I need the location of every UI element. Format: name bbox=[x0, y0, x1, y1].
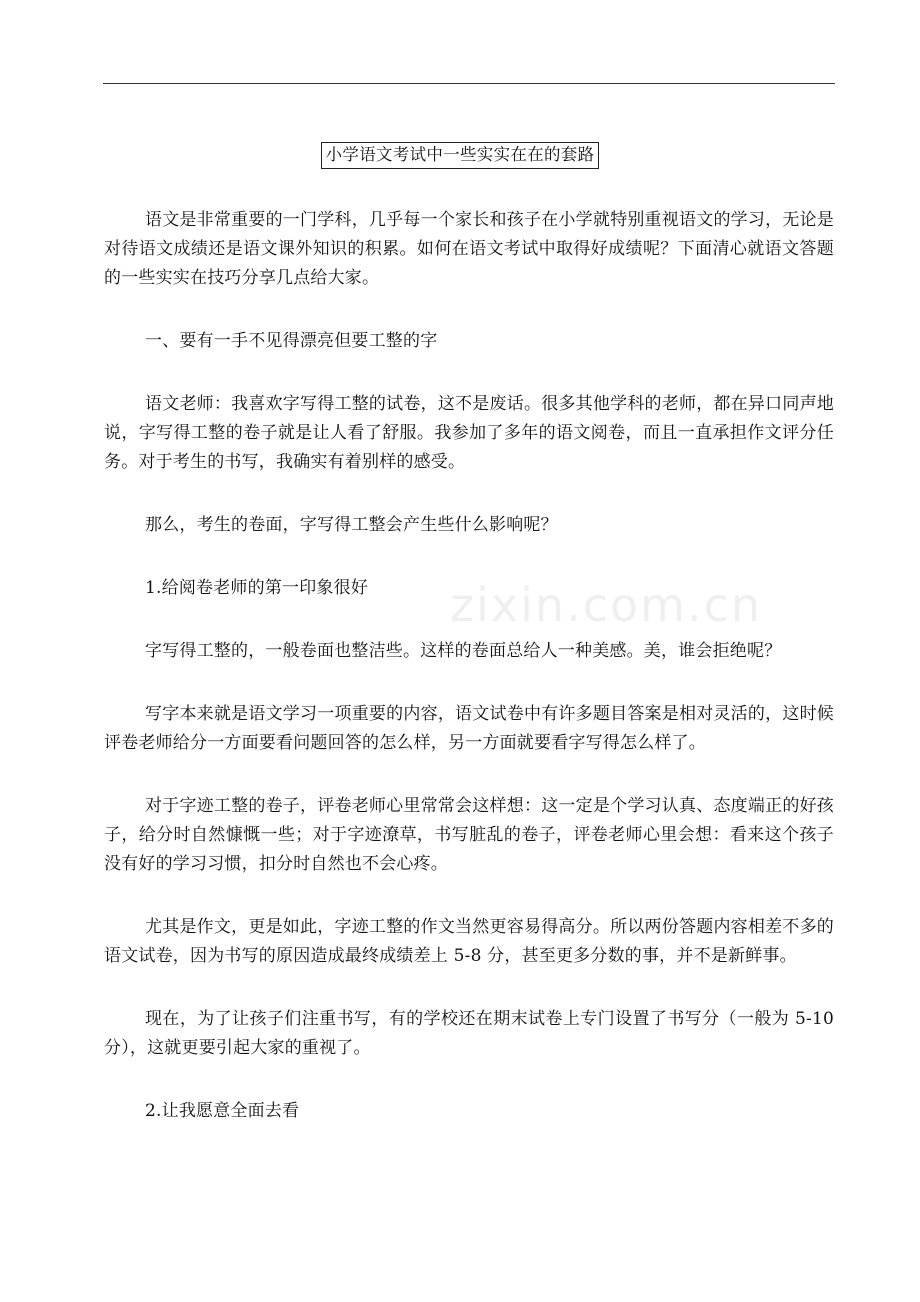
paragraph: 对于字迹工整的卷子，评卷老师心里常常会这样想：这一定是个学习认真、态度端正的好孩子，给分时自然慷慨一些；对于字迹潦草，书写脏乱的卷子，评卷老师心里会想：看来这个孩子没有好的学习习惯，扣分时自然也不会心疼。 bbox=[104, 796, 834, 874]
section-heading-1: 一、要有一手不见得漂亮但要工整的字 bbox=[145, 331, 438, 351]
document-body bbox=[104, 206, 834, 1160]
subsection-heading-1: 1.给阅卷老师的第一印象很好 bbox=[145, 578, 369, 598]
subsection-heading-2: 2.让我愿意全面去看 bbox=[145, 1101, 300, 1121]
intro-paragraph: 语文是非常重要的一门学科，几乎每一个家长和孩子在小学就特别重视语文的学习，无论是对待语文成绩还是语文课外知识的积累。如何在语文考试中取得好成绩呢？下面清心就语文答题的一些实实在技巧分享几点给大家。 bbox=[104, 210, 834, 288]
paragraph: 那么，考生的卷面，字写得工整会产生些什么影响呢？ bbox=[145, 515, 558, 535]
paragraph: 语文老师：我喜欢字写得工整的试卷，这不是废话。很多其他学科的老师，都在异口同声地说，字写得工整的卷子就是让人看了舒服。我参加了多年的语文阅卷，而且一直承担作文评分任务。对于考生的书写，我确实有着别样的感受。 bbox=[104, 394, 834, 472]
title-container bbox=[0, 142, 920, 169]
header-rule bbox=[103, 83, 835, 84]
paragraph: 现在，为了让孩子们注重书写，有的学校还在期末试卷上专门设置了书写分（一般为 5-10 分），这就更要引起大家的重视了。 bbox=[104, 1009, 834, 1058]
paragraph: 字写得工整的，一般卷面也整洁些。这样的卷面总给人一种美感。美，谁会拒绝呢？ bbox=[145, 641, 782, 661]
paragraph: 尤其是作文，更是如此，字迹工整的作文当然更容易得高分。所以两份答题内容相差不多的语文试卷，因为书写的原因造成最终成绩差上 5-8 分，甚至更多分数的事，并不是新鲜事。 bbox=[104, 917, 834, 966]
watermark: zixin.com.cn bbox=[450, 578, 763, 632]
document-title: 小学语文考试中一些实实在在的套路 bbox=[321, 142, 600, 169]
paragraph: 写字本来就是语文学习一项重要的内容，语文试卷中有许多题目答案是相对灵活的，这时候评卷老师给分一方面要看问题回答的怎么样，另一方面就要看字写得怎么样了。 bbox=[104, 704, 834, 753]
